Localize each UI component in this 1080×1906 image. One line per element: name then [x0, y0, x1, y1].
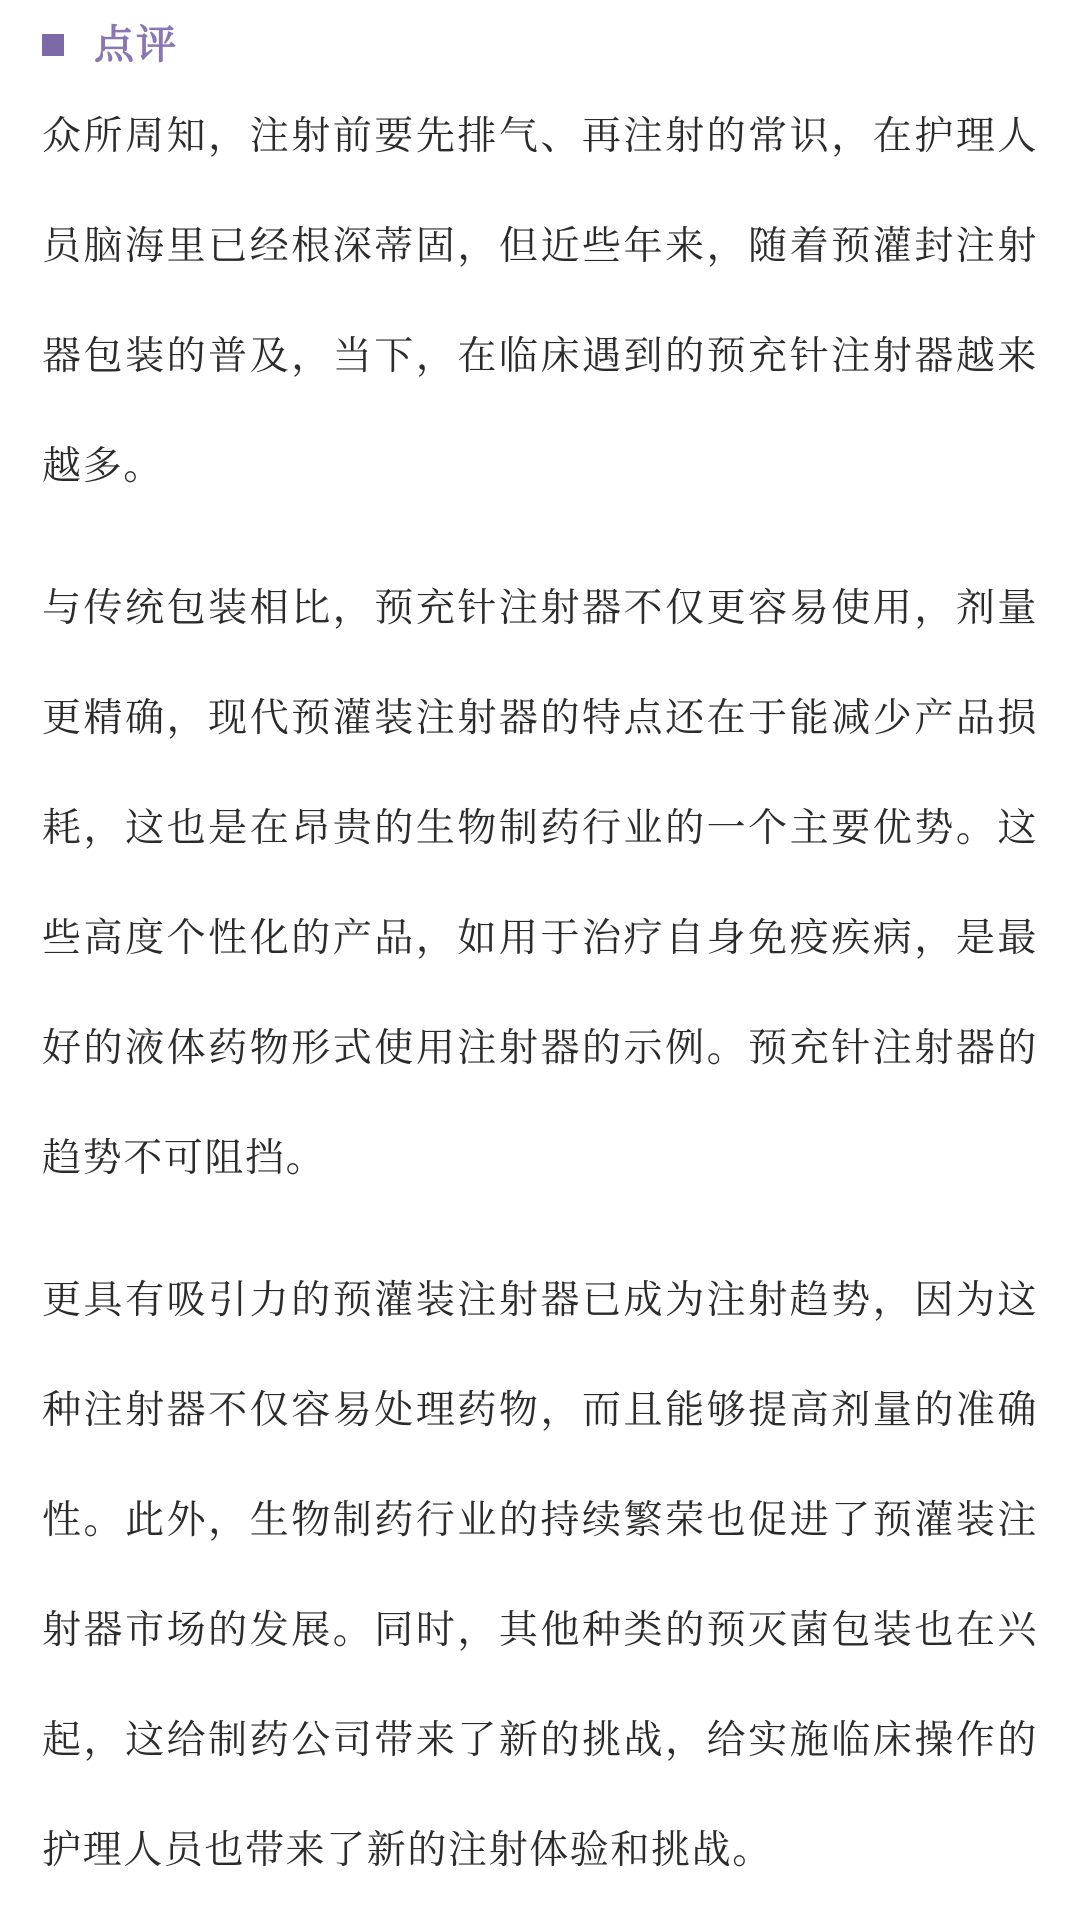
paragraph-2: 与传统包装相比，预充针注射器不仅更容易使用，剂量更精确，现代预灌装注射器的特点还在于能减少产品损耗，这也是在昂贵的生物制药行业的一个主要优势。这些高度个性化的产品，如用于治疗自身免疫疾病，是最好的液体药物形式使用注射器的示例。预充针注射器的趋势不可阻挡。: [42, 586, 1038, 1181]
paragraph-3: 更具有吸引力的预灌装注射器已成为注射趋势，因为这种注射器不仅容易处理药物，而且能够提高剂量的准确性。此外，生物制药行业的持续繁荣也促进了预灌装注射器市场的发展。同时，其他种类的预灭菌包装也在兴起，这给制药公司带来了新的挑战，给实施临床操作的护理人员也带来了新的注射体验和挑战。: [42, 1278, 1038, 1873]
square-bullet-icon: [42, 34, 64, 56]
paragraph-1: 众所周知，注射前要先排气、再注射的常识，在护理人员脑海里已经根深蒂固，但近些年来，随着预灌封注射器包装的普及，当下，在临床遇到的预充针注射器越来越多。: [42, 114, 1038, 489]
section-title: 点评: [94, 21, 178, 68]
section-header: [42, 14, 178, 68]
article-body: [42, 82, 1038, 1906]
